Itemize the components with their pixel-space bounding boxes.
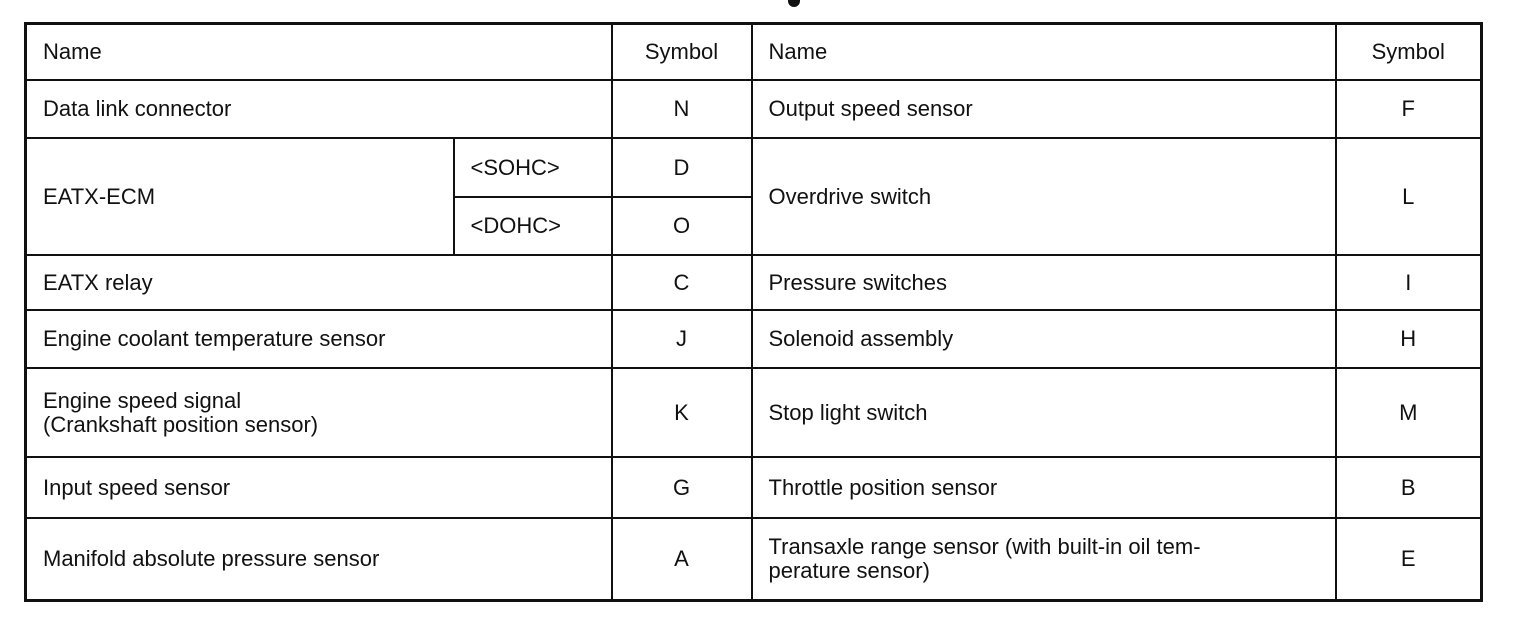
symbol-solenoid-assembly: H	[1336, 310, 1482, 369]
cell-eatx-ecm-dohc: <DOHC>	[454, 197, 612, 256]
cell-input-speed-sensor: Input speed sensor	[26, 457, 612, 518]
symbol-throttle-position-sensor: B	[1336, 457, 1482, 518]
header-symbol-right: Symbol	[1336, 24, 1482, 80]
cell-throttle-position-sensor: Throttle position sensor	[752, 457, 1336, 518]
symbol-transaxle-range-sensor: E	[1336, 518, 1482, 601]
table-row	[26, 310, 1482, 369]
cell-solenoid-assembly: Solenoid assembly	[752, 310, 1336, 369]
cell-output-speed-sensor: Output speed sensor	[752, 80, 1336, 139]
table-row	[26, 368, 1482, 457]
cell-stop-light-switch: Stop light switch	[752, 368, 1336, 457]
symbol-engine-speed-signal: K	[612, 368, 752, 457]
cell-eatx-relay: EATX relay	[26, 255, 612, 309]
symbol-pressure-switches: I	[1336, 255, 1482, 309]
table-row	[26, 457, 1482, 518]
cell-pressure-switches: Pressure switches	[752, 255, 1336, 309]
engine-speed-signal-line1: Engine speed signal	[43, 388, 242, 414]
symbol-input-speed-sensor: G	[612, 457, 752, 518]
cell-manifold-absolute-pressure-sensor: Manifold absolute pressure sensor	[26, 518, 612, 601]
component-symbol-table	[24, 22, 1483, 602]
symbol-engine-coolant-temperature-sensor: J	[612, 310, 752, 369]
cell-eatx-ecm-sohc: <SOHC>	[454, 138, 612, 197]
symbol-overdrive-switch: L	[1336, 138, 1482, 255]
cell-eatx-ecm: EATX-ECM	[26, 138, 454, 255]
symbol-eatx-relay: C	[612, 255, 752, 309]
symbol-manifold-absolute-pressure-sensor: A	[612, 518, 752, 601]
engine-speed-signal-line2: (Crankshaft position sensor)	[43, 411, 319, 437]
cell-data-link-connector: Data link connector	[26, 80, 612, 139]
header-name-left: Name	[26, 24, 612, 80]
symbol-eatx-ecm-dohc: O	[612, 197, 752, 256]
table-row	[26, 138, 1482, 197]
table-row	[26, 80, 1482, 139]
table-row	[26, 518, 1482, 601]
transaxle-range-sensor-line1: Transaxle range sensor (with built-in oil tem-	[768, 534, 1201, 560]
header-name-right: Name	[752, 24, 1336, 80]
transaxle-range-sensor-line2: perature sensor)	[768, 557, 930, 583]
symbol-stop-light-switch: M	[1336, 368, 1482, 457]
symbol-output-speed-sensor: F	[1336, 80, 1482, 139]
symbol-eatx-ecm-sohc: D	[612, 138, 752, 197]
table-header-row	[26, 24, 1482, 80]
header-symbol-left: Symbol	[612, 24, 752, 80]
cell-engine-coolant-temperature-sensor: Engine coolant temperature sensor	[26, 310, 612, 369]
cell-transaxle-range-sensor	[752, 518, 1336, 601]
cell-engine-speed-signal	[26, 368, 612, 457]
cell-overdrive-switch: Overdrive switch	[752, 138, 1336, 255]
symbol-data-link-connector: N	[612, 80, 752, 139]
table-row	[26, 255, 1482, 309]
page-top-mark	[788, 0, 800, 7]
